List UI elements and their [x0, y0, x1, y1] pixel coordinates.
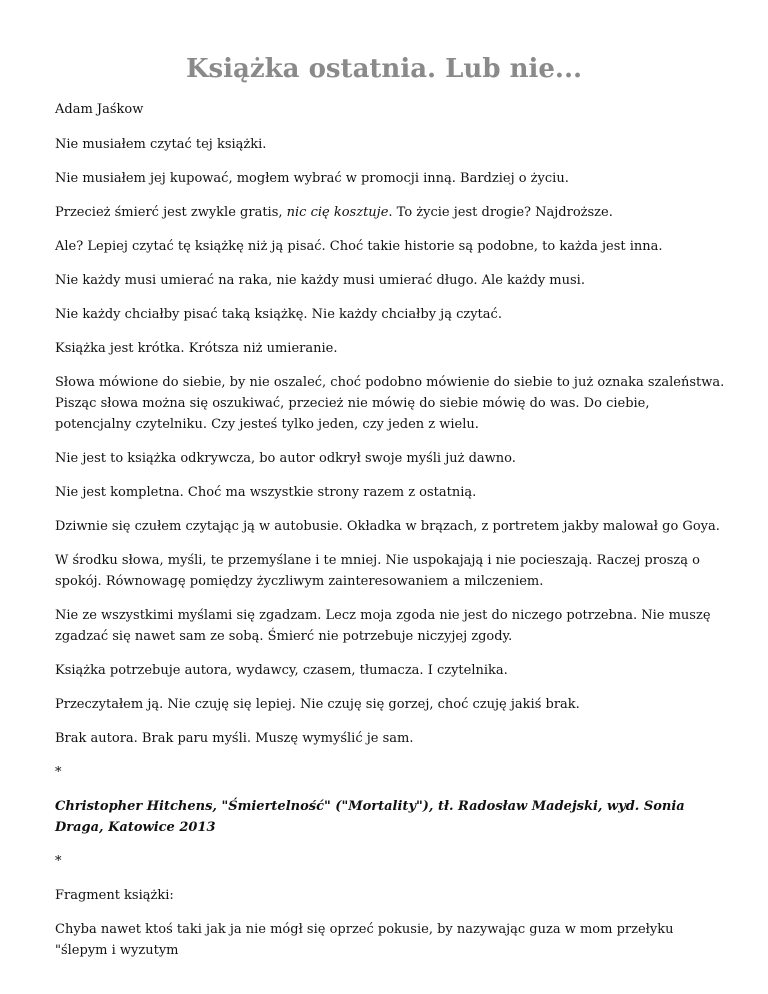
paragraph: Nie jest kompletna. Choć ma wszystkie strony razem z ostatnią.: [55, 485, 477, 500]
document-page: [55, 0, 727, 974]
paragraph: Dziwnie się czułem czytając ją w autobusie. Okładka w brązach, z portretem jakby malował go Goya.: [55, 519, 720, 534]
paragraph: Nie musiałem czytać tej książki.: [55, 137, 267, 152]
paragraph: Nie ze wszystkimi myślami się zgadzam. Lecz moja zgoda nie jest do niczego potrzebna. Nie muszę zgadzać się nawet sam ze sobą. Śmierć nie potrzebuje niczyjej zgody.: [55, 608, 711, 644]
paragraph: Nie jest to książka odkrywcza, bo autor odkrył swoje myśli już dawno.: [55, 451, 516, 466]
paragraph: Nie każdy chciałby pisać taką książkę. Nie każdy chciałby ją czytać.: [55, 307, 502, 322]
paragraph: Słowa mówione do siebie, by nie oszaleć, choć podobno mówienie do siebie to już oznaka szaleństwa. Pisząc słowa można się oszukiwać, przecież nie mówię do siebie mówię do was. Do ciebie, potencjalny czytelniku. Czy jesteś tylko jeden, czy jeden z wielu.: [55, 375, 725, 432]
paragraph: Ale? Lepiej czytać tę książkę niż ją pisać. Choć takie historie są podobne, to każda jest inna.: [55, 239, 663, 254]
document-title: Książka ostatnia. Lub nie...: [185, 54, 583, 84]
paragraph: Brak autora. Brak paru myśli. Muszę wymyślić je sam.: [55, 731, 414, 746]
paragraph: Nie każdy musi umierać na raka, nie każdy musi umierać długo. Ale każdy musi.: [55, 273, 585, 288]
paragraph: Książka jest krótka. Krótsza niż umieranie.: [55, 341, 338, 356]
paragraph: [55, 202, 727, 223]
fragment-label: Fragment książki:: [55, 888, 174, 903]
section-separator: *: [55, 765, 62, 780]
author-name: Adam Jaśkow: [55, 102, 144, 117]
emphasized-text: nic cię kosztuje: [286, 205, 389, 220]
paragraph-text: Przecież śmierć jest zwykle gratis,: [55, 205, 287, 220]
section-separator: *: [55, 854, 62, 869]
fragment-text: Chyba nawet ktoś taki jak ja nie mógł się oprzeć pokusie, by nazywając guza w mom przełyku "ślepym i wyzutym: [55, 922, 674, 958]
paragraph: W środku słowa, myśli, te przemyślane i te mniej. Nie uspokajają i nie pocieszają. Raczej proszą o spokój. Równowagę pomiędzy życzliwym zainteresowaniem a milczeniem.: [55, 553, 700, 589]
paragraph: Książka potrzebuje autora, wydawcy, czasem, tłumacza. I czytelnika.: [55, 663, 508, 678]
paragraph: Nie musiałem jej kupować, mogłem wybrać w promocji inną. Bardziej o życiu.: [55, 171, 569, 186]
paragraph: Przeczytałem ją. Nie czuję się lepiej. Nie czuję się gorzej, choć czuję jakiś brak.: [55, 697, 580, 712]
book-citation: Christopher Hitchens, "Śmiertelność" ("Mortality"), tł. Radosław Madejski, wyd. Sonia Draga, Katowice 2013: [55, 799, 685, 835]
paragraph-text: . To życie jest drogie? Najdroższe.: [388, 205, 613, 220]
